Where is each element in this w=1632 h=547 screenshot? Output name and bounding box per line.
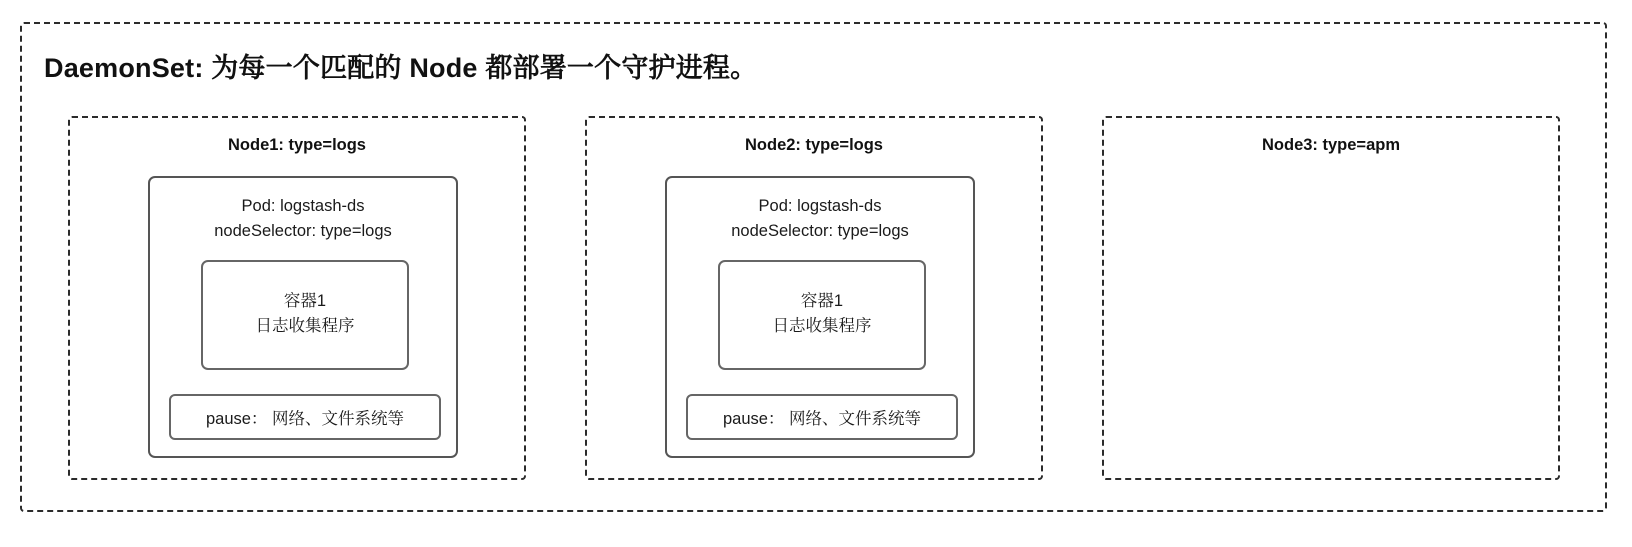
node-title-1: Node1: type=logs <box>228 136 366 154</box>
nodes-row <box>22 116 1609 494</box>
daemonset-title: DaemonSet: 为每一个匹配的 Node 都部署一个守护进程。 <box>44 53 758 83</box>
pod-label-1 <box>150 194 456 244</box>
pod-box-2 <box>665 176 975 458</box>
container-name-2: 容器1 <box>800 292 844 310</box>
node-box-2 <box>585 116 1043 480</box>
container-name-1: 容器1 <box>283 292 327 310</box>
pod-name-1: Pod: logstash-ds <box>241 197 365 215</box>
pod-node-selector-1: nodeSelector: type=logs <box>214 222 392 240</box>
node-box-3 <box>1102 116 1560 480</box>
node-title-2: Node2: type=logs <box>745 136 883 154</box>
pod-label-2 <box>667 194 973 244</box>
pause-label-2: pause： 网络、文件系统等 <box>722 410 922 428</box>
pause-box-1 <box>169 394 441 440</box>
pod-box-1 <box>148 176 458 458</box>
container-label-1 <box>203 289 407 339</box>
container-desc-1: 日志收集程序 <box>255 317 355 335</box>
pod-name-2: Pod: logstash-ds <box>758 197 882 215</box>
node-title-3: Node3: type=apm <box>1262 136 1400 154</box>
container-box-2 <box>718 260 926 370</box>
pod-node-selector-2: nodeSelector: type=logs <box>731 222 909 240</box>
daemonset-container <box>20 22 1607 512</box>
pause-box-2 <box>686 394 958 440</box>
pause-label-1: pause： 网络、文件系统等 <box>205 410 405 428</box>
node-box-1 <box>68 116 526 480</box>
container-label-2 <box>720 289 924 339</box>
container-box-1 <box>201 260 409 370</box>
container-desc-2: 日志收集程序 <box>772 317 872 335</box>
